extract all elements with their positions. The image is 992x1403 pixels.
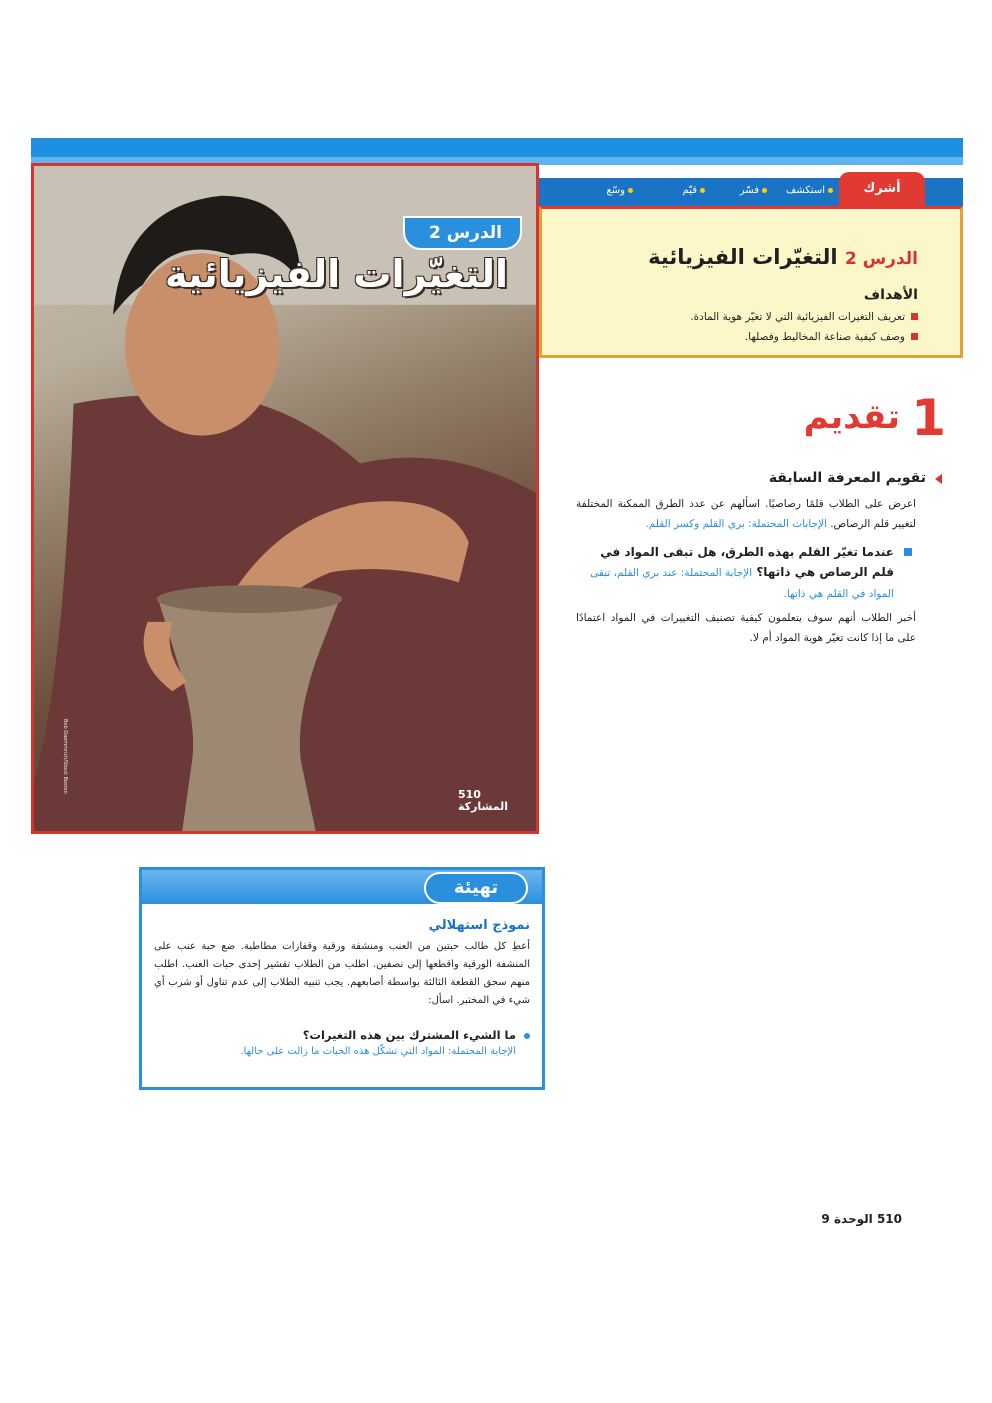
five-e-tabs (539, 178, 963, 206)
question-text: عندما تغيّر القلم بهذه الطرق، هل تبقى المواد في قلم الرصاص هي ذاتها؟ (600, 545, 894, 579)
warmup-answer: الإجابة المحتملة: المواد التي تشكّل هذه الحبات ما زالت على حالها. (240, 1046, 516, 1057)
objective-text: وصف كيفية صناعة المخاليط وفصلها. (744, 331, 905, 343)
intro-answer: الإجابات المحتملة: بري القلم وكسر القلم. (645, 518, 827, 530)
objective-item (745, 331, 918, 343)
warmup-box (139, 867, 545, 1090)
closing-paragraph: أخبر الطلاب أنهم سوف يتعلمون كيفية تصنيف التغييرات في المواد اعتمادًا على ما إذا كانت تغيّر هوية المواد أم لا. (576, 612, 916, 644)
triangle-arrow-icon (935, 474, 942, 484)
tab-evaluate-label: قيّم (682, 185, 697, 196)
lesson-photo-panel (31, 163, 539, 834)
tab-engage[interactable]: أشرك (839, 172, 925, 206)
objective-bullet-icon (911, 313, 918, 320)
intro-paragraph (576, 494, 916, 534)
tab-explain-label: فسّر (739, 185, 759, 196)
photo-page-number: 510 (458, 787, 481, 801)
objective-text: تعريف التغيرات الفيزيائية التي لا تغيّر هوية المادة. (690, 311, 905, 323)
prior-knowledge-heading: تقويم المعرفة السابقة (768, 470, 926, 486)
page-footer (821, 1212, 916, 1226)
photo-title: التغيّرات الفيزيائية (164, 252, 508, 296)
lesson-number: الدرس 2 (844, 249, 918, 269)
tab-explore[interactable] (786, 185, 833, 196)
photo-credit: Bob Daemmrich/Stock Boston (62, 719, 68, 794)
lesson-heading (648, 245, 918, 269)
objective-item (690, 311, 918, 323)
warmup-text: أعطِ كل طالب حبتين من العنب ومنشفة ورقية وقفازات مطاطية. ضع حبة عنب على المنشفة الورقية واقطعها إلى نصفين. اطلب من الطلاب تقشير إحدى حبات العنب. اطلب منهم سحق القطعة الثالثة بواسطة أصابعهم. يجب تنبيه الطلاب إلى عدم تناول أو شرب أي شيء في المختبر. اسأل: (154, 941, 530, 1006)
lesson-objectives-box (539, 206, 963, 358)
round-bullet-icon (524, 1033, 530, 1039)
tab-evaluate[interactable] (683, 185, 705, 196)
objective-bullet-icon (911, 333, 918, 340)
photo-page-caption: المشاركة (458, 799, 508, 813)
warmup-heading: نموذج استهلالي (428, 918, 530, 933)
tab-extend[interactable] (606, 185, 633, 196)
intro-text: اعرض على الطلاب قلمًا رصاصيًا. اسألهم عن عدد الطرق الممكنة المختلفة لتغيير قلم الرصاص. (576, 498, 916, 530)
warmup-question-text: ما الشيء المشترك بين هذه التغيرات؟ (302, 1028, 516, 1042)
tab-dot-icon (828, 188, 833, 193)
vase-rim (157, 585, 343, 613)
tab-dot-icon (762, 188, 767, 193)
footer-unit: الوحدة 9 (821, 1212, 873, 1226)
section-title: تقديم (803, 397, 900, 437)
tab-dot-icon (700, 188, 705, 193)
tab-explain[interactable] (740, 185, 767, 196)
warmup-tab: تهيئة (424, 872, 528, 904)
square-bullet-icon (904, 548, 912, 556)
lesson-title: التغيّرات الفيزيائية (648, 245, 838, 269)
objectives-title: الأهداف (863, 287, 918, 303)
photo-page-marker (458, 789, 508, 813)
footer-page-number: 510 (876, 1212, 902, 1226)
question-block (576, 542, 916, 604)
tab-explore-label: استكشف (786, 185, 825, 196)
question-answer: الإجابة المحتملة: عند بري القلم، تبقى المواد في القلم هي ذاتها. (590, 567, 894, 600)
tab-extend-label: وسّع (606, 185, 625, 196)
warmup-question (154, 1028, 530, 1042)
section-number: 1 (911, 389, 946, 447)
photo-lesson-label: الدرس 2 (403, 216, 522, 250)
tab-dot-icon (628, 188, 633, 193)
